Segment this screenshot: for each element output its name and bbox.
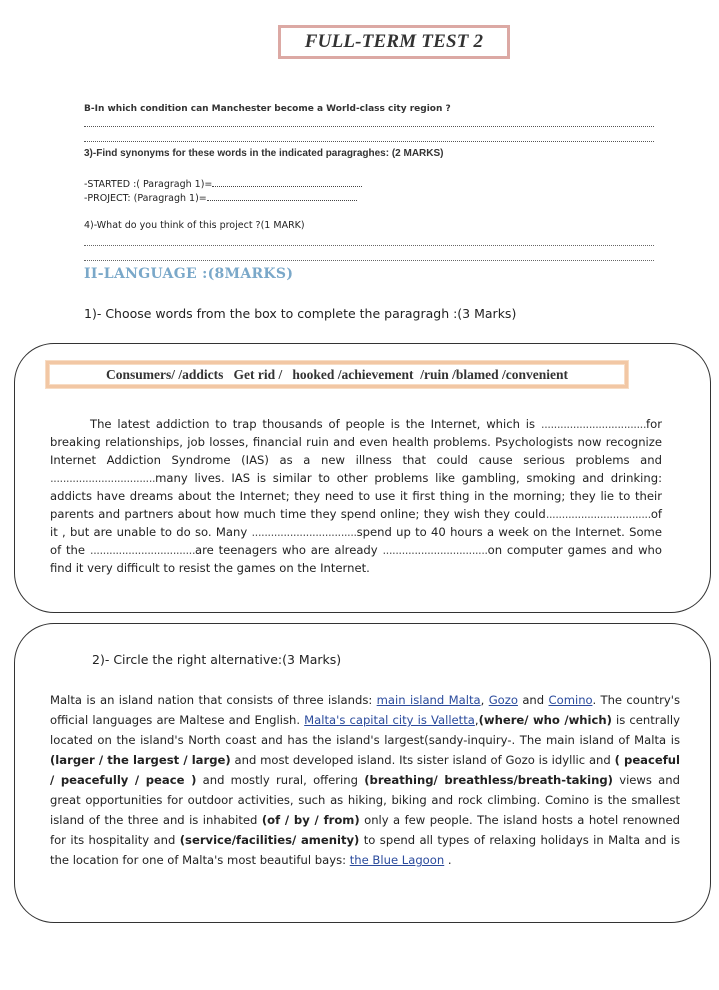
blank-2[interactable]: ................................. bbox=[50, 471, 156, 485]
para2-text: and most developed island. Its sister island of Gozo is idyllic and bbox=[230, 753, 615, 767]
para2-text: only a few people. The island hosts a hotel renowned for its hospitality and bbox=[50, 813, 680, 847]
blank-6[interactable]: ................................. bbox=[382, 543, 488, 557]
alternative-1[interactable]: (where/ who /which) bbox=[478, 713, 612, 727]
answer-line-b-2[interactable] bbox=[84, 141, 654, 142]
answer-line-4-1[interactable] bbox=[84, 245, 654, 246]
synonym-project-blank[interactable] bbox=[207, 192, 357, 201]
para1-seg-1: for breaking relationships, job losses, financial ruin and even health problems. Psychologists now recognize Internet Addiction Syndrome (IAS) as a new illness that could cause serious problems and bbox=[50, 417, 662, 467]
question-b: B-In which condition can Manchester become a World-class city region ? bbox=[84, 104, 451, 114]
question-4: 4)-What do you think of this project ?(1 MARK) bbox=[84, 220, 305, 231]
exercise1-instruction: 1)- Choose words from the box to complete the paragragh :(3 Marks) bbox=[84, 306, 517, 321]
synonym-project bbox=[84, 192, 357, 204]
exercise2-instruction: 2)- Circle the right alternative:(3 Marks) bbox=[92, 652, 342, 667]
para1-seg-6: on computer games and who find it very difficult to resist the games on the Internet. bbox=[50, 543, 663, 575]
language-section-title: II-LANGUAGE :(8MARKS) bbox=[84, 266, 294, 282]
para2-text: Malta is an island nation that consists of three islands: bbox=[50, 693, 377, 707]
word-box-text: Consumers/ /addicts Get rid / hooked /achievement /ruin /blamed /convenient bbox=[105, 366, 568, 382]
alternative-3[interactable]: ( peaceful / peacefully / peace ) bbox=[50, 753, 681, 787]
alternative-2[interactable]: (larger / the largest / large) bbox=[50, 753, 231, 767]
alternative-5[interactable]: (of / by / from) bbox=[261, 813, 360, 827]
para2-text: and bbox=[517, 693, 549, 707]
para2-text: is centrally located on the island's North coast and has the island's largest(sandy-inquiry-. The main island of Malta is bbox=[50, 713, 680, 747]
blank-5[interactable]: ................................. bbox=[89, 543, 196, 557]
para2-text: . bbox=[444, 853, 452, 867]
synonym-started-label: -STARTED :( Paragragh 1)= bbox=[84, 179, 213, 190]
answer-line-b-1[interactable] bbox=[84, 126, 654, 127]
para1-seg-2: many lives. IAS is similar to other problems like gambling, smoking and drinking: addicts have dreams about the Internet; they need to use it first thing in the morning; they lie to their parents and partners about how much time they spend online; they wish they could bbox=[50, 471, 662, 521]
link-valletta[interactable]: Malta's capital city is Valletta bbox=[304, 713, 475, 727]
link-main-island-malta[interactable]: main island Malta bbox=[376, 693, 481, 707]
synonym-started bbox=[84, 178, 362, 190]
link-blue-lagoon[interactable]: the Blue Lagoon bbox=[349, 853, 445, 867]
link-gozo[interactable]: Gozo bbox=[488, 693, 518, 707]
para1-seg-0: The latest addiction to trap thousands of people is the Internet, which is bbox=[90, 417, 541, 431]
test-title-box bbox=[278, 25, 510, 59]
exercise1-paragraph bbox=[50, 415, 662, 577]
para2-text: and mostly rural, offering bbox=[196, 773, 365, 787]
para2-text: , bbox=[480, 693, 489, 707]
question-3: 3)-Find synonyms for these words in the indicated paragraghes: (2 MARKS) bbox=[84, 148, 444, 159]
synonym-project-label: -PROJECT: (Paragragh 1)= bbox=[84, 193, 207, 204]
para2-text: . The country's official languages are Maltese and English. bbox=[50, 693, 680, 727]
para2-text: to spend all types of relaxing holidays in Malta and is the location for one of Malta's most beautiful bays: bbox=[50, 833, 680, 867]
test-title: FULL-TERM TEST 2 bbox=[304, 31, 484, 52]
blank-4[interactable]: ................................. bbox=[251, 525, 357, 539]
para2-text: views and great opportunities for outdoor activities, such as hiking, biking and rock climbing. Comino is the smallest island of the three and is inhabited bbox=[50, 773, 680, 827]
para2-text: , bbox=[474, 713, 479, 727]
word-box bbox=[46, 361, 628, 388]
blank-1[interactable]: ................................. bbox=[540, 417, 647, 431]
synonym-started-blank[interactable] bbox=[212, 178, 362, 187]
alternative-4[interactable]: (breathing/ breathless/breath-taking) bbox=[364, 773, 613, 787]
link-comino[interactable]: Comino bbox=[548, 693, 593, 707]
para1-seg-4: spend up to 40 hours a week on the Internet. Some of the bbox=[50, 525, 662, 557]
para1-seg-5: are teenagers who are already bbox=[195, 543, 383, 557]
answer-line-4-2[interactable] bbox=[84, 260, 654, 261]
exercise2-paragraph bbox=[50, 690, 680, 870]
para1-seg-3: of it , but are unable to do so. Many bbox=[50, 507, 662, 539]
alternative-6[interactable]: (service/facilities/ amenity) bbox=[179, 833, 360, 847]
blank-3[interactable]: ................................. bbox=[545, 507, 651, 521]
